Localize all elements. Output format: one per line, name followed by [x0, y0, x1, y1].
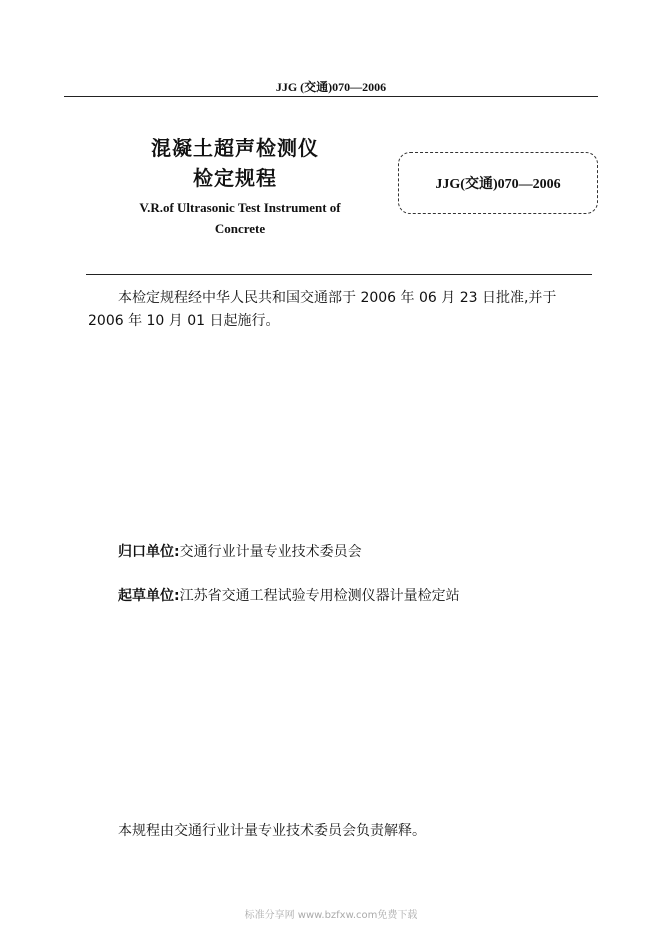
header-standard-code: JJG (交通)070—2006 — [275, 80, 387, 94]
title-en-line2: Concrete — [214, 221, 266, 236]
standard-code-box — [398, 152, 598, 214]
drafting-unit — [118, 585, 598, 607]
title-en-line1: V.R.of Ultrasonic Test Instrument of — [139, 200, 341, 215]
footer-watermark: 标准分享网 www.bzfxw.com免费下载 — [244, 910, 418, 921]
interpretation-note: 本规程由交通行业计量专业技术委员会负责解释。 — [118, 823, 426, 839]
header-rule — [64, 96, 598, 97]
title-rule — [86, 274, 592, 275]
approval-line1: 本检定规程经中华人民共和国交通部于 2006 年 06 月 23 日批准,并于 — [118, 290, 557, 306]
drafting-unit-value: 江苏省交通工程试验专用检测仪器计量检定站 — [179, 588, 460, 604]
drafting-unit-label: 起草单位: — [118, 588, 180, 604]
responsible-unit-label: 归口单位: — [118, 544, 180, 560]
approval-line2: 2006 年 10 月 01 日起施行。 — [88, 313, 280, 329]
responsible-unit — [118, 541, 598, 563]
responsible-unit-value: 交通行业计量专业技术委员会 — [179, 544, 362, 560]
standard-code-text: JJG(交通)070—2006 — [435, 177, 561, 192]
title-cn-line2: 检定规程 — [193, 166, 277, 190]
title-cn-line1: 混凝土超声检测仪 — [151, 136, 319, 160]
